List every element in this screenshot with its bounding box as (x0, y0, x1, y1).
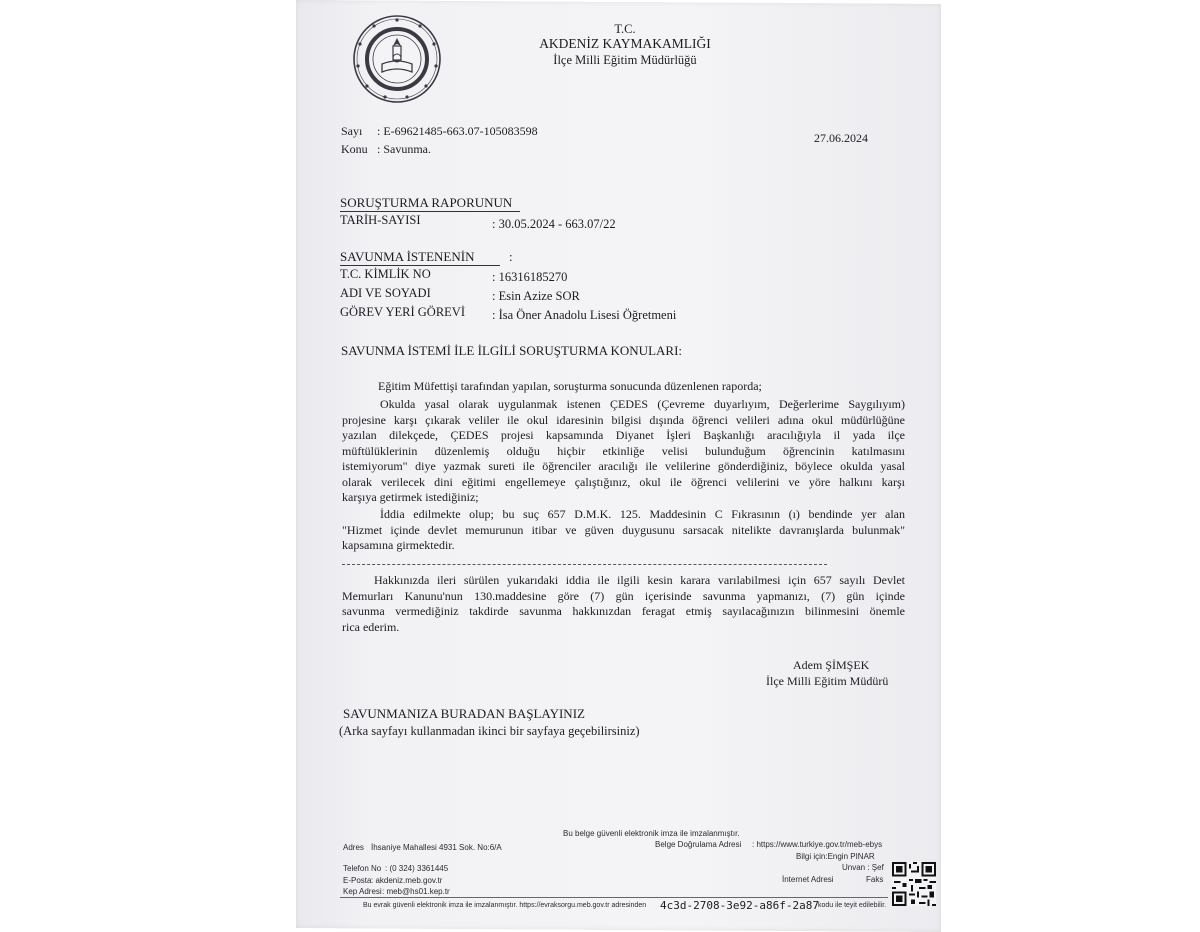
person-title-colon: : (509, 249, 513, 264)
p1-line: müftülüklerinin düzenlemiş olduğu hiçbir etkinliğe velisi bulunduğum öğrencinin katılmasını (342, 443, 905, 458)
konu-label: Konu (341, 142, 368, 156)
defense-title: SAVUNMANIZA BURADAN BAŞLAYINIZ (343, 706, 585, 721)
p2-line: İddia edilmekte olup; bu suç 657 D.M.K. 125. Maddesinin C Fıkrasının (ı) bendinde yer alan (380, 507, 905, 521)
report-title: SORUŞTURMA RAPORUNUN (340, 195, 513, 210)
fax-label: Faks (866, 875, 884, 884)
separator-line (342, 564, 827, 565)
esign-note: Bu belge güvenli elektronik imza ile imzalanmıştır. (563, 829, 740, 838)
unvan: Unvan : Şef (842, 863, 884, 872)
info-contact: Bilgi için:Engin PINAR (796, 852, 875, 861)
address-label: Adres (343, 843, 364, 852)
verification-code: 4c3d-2708-3e92-a86f-2a87 (660, 899, 819, 912)
name-label: ADI VE SOYADI (340, 286, 431, 300)
bottom-note-left: Bu evrak güvenli elektronik imza ile imzalanmıştır. https://evraksorgu.meb.gov.tr adresinden (363, 902, 647, 909)
defense-note: (Arka sayfayı kullanmadan ikinci bir sayfaya geçebilirsiniz) (339, 724, 640, 738)
body-paragraph-1 (342, 397, 905, 506)
subjects-title: SAVUNMA İSTEMİ İLE İLGİLİ SORUŞTURMA KONULARI: (341, 343, 683, 358)
header-office: AKDENİZ KAYMAKAMLIĞI (539, 36, 711, 51)
p1-line: olarak verilecek dini eğitimi engellemeye çalıştığınız, okul ile öğrenci velilerini ve yöre halkını karşı (342, 474, 905, 489)
signature-name: Adem ŞİMŞEK (793, 658, 870, 672)
header-directorate: İlçe Milli Eğitim Müdürlüğü (553, 53, 697, 67)
p1-line: karşıya getirmek istediğiniz; (342, 490, 479, 504)
internet-label: İnternet Adresi (782, 875, 834, 884)
person-title-underline (340, 265, 500, 266)
email-label: E-Posta (343, 876, 372, 885)
meb-seal-icon (352, 14, 442, 104)
report-date-label: TARİH-SAYISI (340, 213, 421, 227)
address-value: İhsaniye Mahallesi 4931 Sok. No:6/A (371, 843, 502, 852)
duty-label: GÖREV YERİ GÖREVİ (340, 305, 465, 319)
phone-value: : (0 324) 3361445 (385, 864, 449, 873)
verify-value: : https://www.turkiye.gov.tr/meb-ebys (752, 840, 883, 849)
verify-label: Belge Doğrulama Adresi (655, 840, 742, 849)
sayi-label: Sayı (341, 124, 363, 138)
kep-label: Kep Adresi (343, 887, 382, 896)
header-country: T.C. (614, 22, 636, 36)
kep-value: : meb@hs01.kep.tr (382, 887, 450, 896)
footer-divider (340, 897, 888, 898)
p2-line: kapsamına girmektedir. (342, 538, 455, 552)
p3-line: Hakkınızda ileri sürülen yukarıdaki iddia ile ilgili kesin karara varılabilmesi için 657 sayılı Devlet (374, 573, 905, 587)
report-title-underline (340, 211, 520, 212)
qr-code-icon (892, 862, 936, 906)
p3-line: rica ederim. (342, 619, 400, 634)
sayi-value: : E-69621485-663.07-105083598 (377, 124, 538, 138)
konu-value: : Savunma. (377, 142, 431, 156)
p1-line: istemiyorum" diye yazmak sureti ile öğrenciler aracılığı ile velilerine gönderdiğiniz, böylece okulda yasal (342, 459, 905, 473)
bottom-note-right: kodu ile teyit edilebilir. (818, 902, 887, 909)
tc-label: T.C. KİMLİK NO (340, 267, 431, 281)
p1-line: Okulda yasal olarak uygulanmak istenen ÇEDES (Çevreme duyarlıyım, Değerlerime Saygılıyım) (380, 397, 905, 411)
body-paragraph-3 (342, 573, 905, 635)
p3-line: savunma vermediğiniz takdirde savunma hakkınızdan feragat etmiş sayılacağınızın bilinmesini önemle (342, 604, 905, 618)
document-date: 27.06.2024 (814, 131, 868, 145)
p3-line: Memurları Kanunu'nun 130.maddesine göre (7) gün içerisinde savunma yapmanızı, (7) gün içinde (342, 588, 905, 603)
signature-title: İlçe Milli Eğitim Müdürü (766, 674, 889, 688)
phone-label: Telefon No (343, 864, 382, 873)
p1-line: projesine karşı çıkarak veliler ile okul idaresinin bilgisi dışında öğrenci velileri adına okul müdürlüğüne (342, 412, 905, 427)
p1-line: yazılan dilekçede, ÇEDES projesi kapsamında Diyanet İşleri Başkanlığı aracılığıyla il yada ilçe (342, 428, 905, 442)
tc-value: : 16316185270 (492, 270, 568, 284)
name-value: : Esin Azize SOR (492, 289, 580, 303)
email-value: : akdeniz.meb.gov.tr (371, 876, 443, 885)
p2-line: "Hizmet içinde devlet memurunun itibar ve güven duygusunu sarsacak nitelikte davranışlarda bulunmak" (342, 522, 905, 537)
report-date-value: : 30.05.2024 - 663.07/22 (492, 217, 616, 231)
body-paragraph-2 (342, 507, 905, 554)
person-title: SAVUNMA İSTENENİN (340, 249, 475, 264)
body-intro: Eğitim Müfettişi tarafından yapılan, soruşturma sonucunda düzenlenen raporda; (378, 379, 762, 393)
duty-value: : İsa Öner Anadolu Lisesi Öğretmeni (492, 308, 677, 322)
